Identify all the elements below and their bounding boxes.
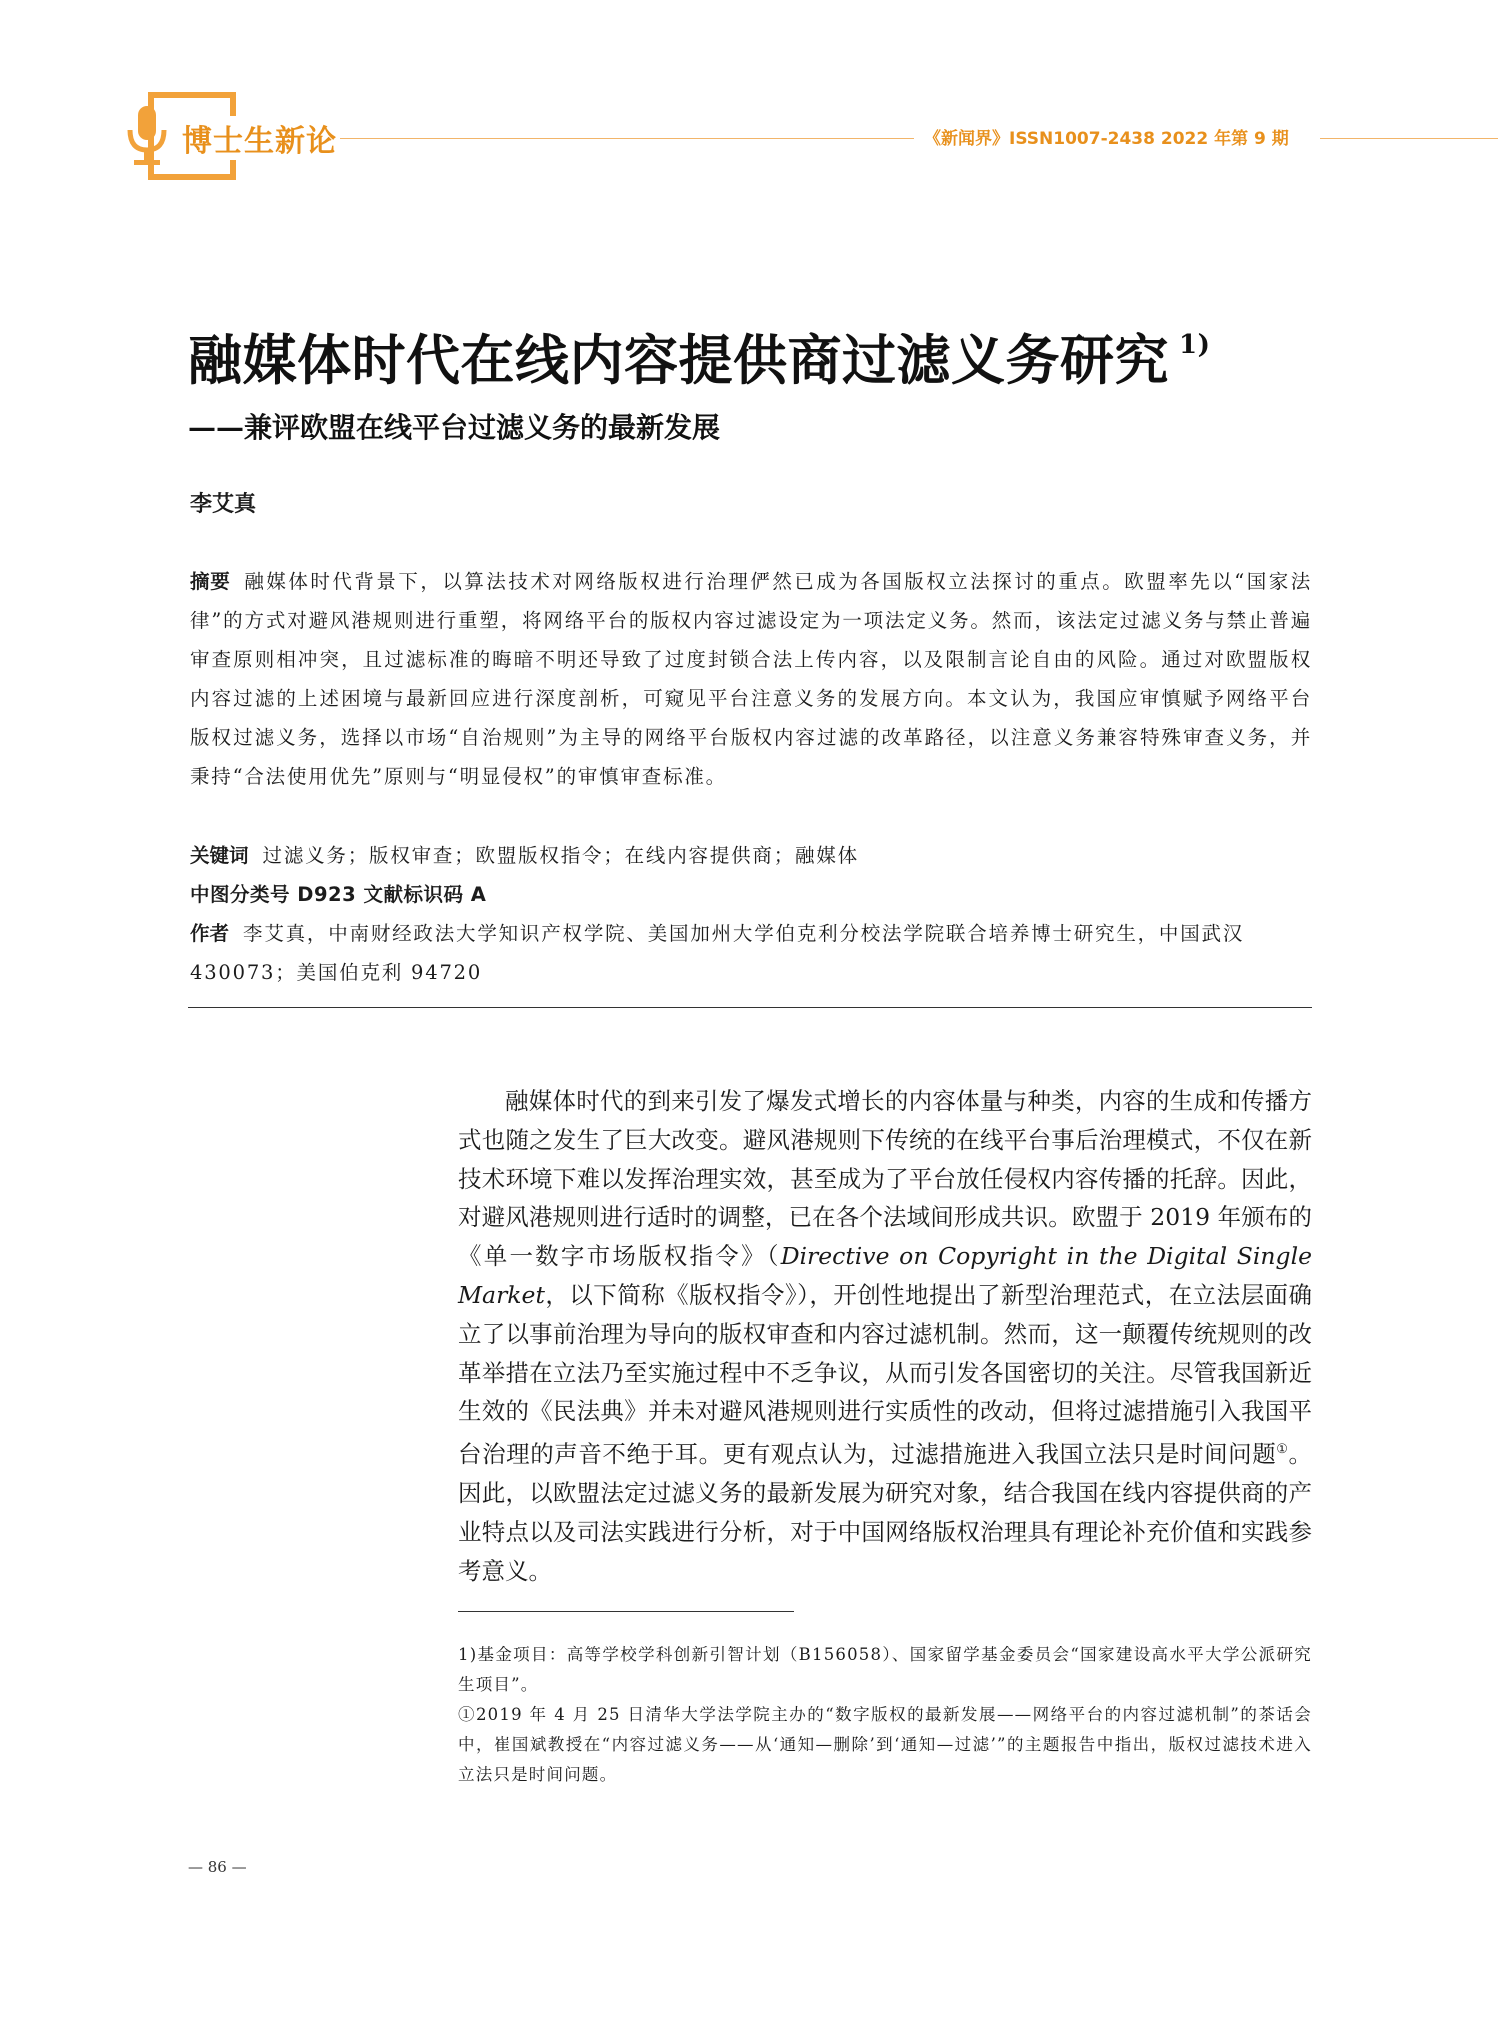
author-info <box>190 914 1312 992</box>
author-info-label: 作者 <box>190 922 230 945</box>
article-author: 李艾真 <box>190 492 257 517</box>
footnote-divider <box>458 1611 794 1612</box>
author-info-text: 李艾真，中南财经政法大学知识产权学院、美国加州大学伯克利分校法学院联合培养博士研究生，中国武汉 430073；美国伯克利 94720 <box>190 922 1245 984</box>
article-subtitle: ——兼评欧盟在线平台过滤义务的最新发展 <box>188 411 721 444</box>
title-footnote-mark: 1) <box>1179 330 1211 360</box>
article-title <box>188 318 1210 395</box>
abstract-divider <box>188 1007 1312 1008</box>
keywords-text: 过滤义务；版权审查；欧盟版权指令；在线内容提供商；融媒体 <box>262 844 859 867</box>
footnote-ref-1[interactable]: ① <box>1276 1442 1289 1458</box>
body-text-part-2: ，以下简称《版权指令》），开创性地提出了新型治理范式，在立法层面确立了以事前治理为导向的版权审查和内容过滤机制。然而，这一颠覆传统规则的改革举措在立法乃至实施过程中不乏争议，从而引发各国密切的关注。尽管我国新近生效的《民法典》并未对避风港规则进行实质性的改动，但将过滤措施引入我国平台治理的声音不绝于耳。更有观点认为，过滤措施进入我国立法只是时间问题 <box>458 1280 1312 1469</box>
body-paragraph <box>458 1082 1312 1590</box>
abstract-text: 融媒体时代背景下，以算法技术对网络版权进行治理俨然已成为各国版权立法探讨的重点。欧盟率先以“国家法律”的方式对避风港规则进行重塑，将网络平台的版权内容过滤设定为一项法定义务。然而，该法定过滤义务与禁止普遍审查原则相冲突，且过滤标准的晦暗不明还导致了过度封锁合法上传内容，以及限制言论自由的风险。通过对欧盟版权内容过滤的上述困境与最新回应进行深度剖析，可窥见平台注意义务的发展方向。本文认为，我国应审慎赋予网络平台版权过滤义务，选择以市场“自治规则”为主导的网络平台版权内容过滤的改革路径，以注意义务兼容特殊审查义务，并秉持“合法使用优先”原则与“明显侵权”的审慎审查标准。 <box>190 570 1312 788</box>
footnote-funding: 1)基金项目：高等学校学科创新引智计划（B156058）、国家留学基金委员会“国家建设高水平大学公派研究生项目”。 <box>458 1645 1312 1694</box>
header-rule-left <box>340 138 914 139</box>
abstract <box>190 562 1312 796</box>
keywords-label: 关键词 <box>190 844 249 867</box>
microphone-icon <box>124 104 170 168</box>
keywords <box>190 836 1312 875</box>
page-number: — 86 — <box>188 1858 247 1876</box>
footnote-1: ①2019 年 4 月 25 日清华大学法学院主办的“数字版权的最新发展——网络平台的内容过滤机制”的茶话会中，崔国斌教授在“内容过滤义务——从‘通知—删除’到‘通知—过滤’”的主题报告中指出，版权过滤技术进入立法只是时间问题。 <box>458 1705 1312 1784</box>
journal-info: 《新闻界》ISSN1007-2438 2022 年第 9 期 <box>924 129 1289 149</box>
abstract-label: 摘要 <box>190 570 231 593</box>
header-rule-right <box>1320 138 1498 139</box>
section-name: 博士生新论 <box>178 116 341 160</box>
body-text-part-1: 融媒体时代的到来引发了爆发式增长的内容体量与种类，内容的生成和传播方式也随之发生了巨大改变。避风港规则下传统的在线平台事后治理模式，不仅在新技术环境下难以发挥治理实效，甚至成为了平台放任侵权内容传播的托辞。因此，对避风港规则进行适时的调整，已在各个法域间形成共识。欧盟于 2019 年颁布的《单一数字市场版权指令》（ <box>458 1087 1312 1271</box>
classification-line: 中图分类号 D923 文献标识码 A <box>190 883 487 906</box>
directive-title-italic: Directive on Copyright in the Digital Single Market <box>458 1242 1313 1309</box>
body-text-part-3: 。因此，以欧盟法定过滤义务的最新发展为研究对象，结合我国在线内容提供商的产业特点以及司法实践进行分析，对于中国网络版权治理具有理论补充价值和实践参考意义。 <box>458 1440 1313 1585</box>
article-title-text: 融媒体时代在线内容提供商过滤义务研究 <box>188 328 1169 392</box>
page-header <box>0 0 1500 190</box>
